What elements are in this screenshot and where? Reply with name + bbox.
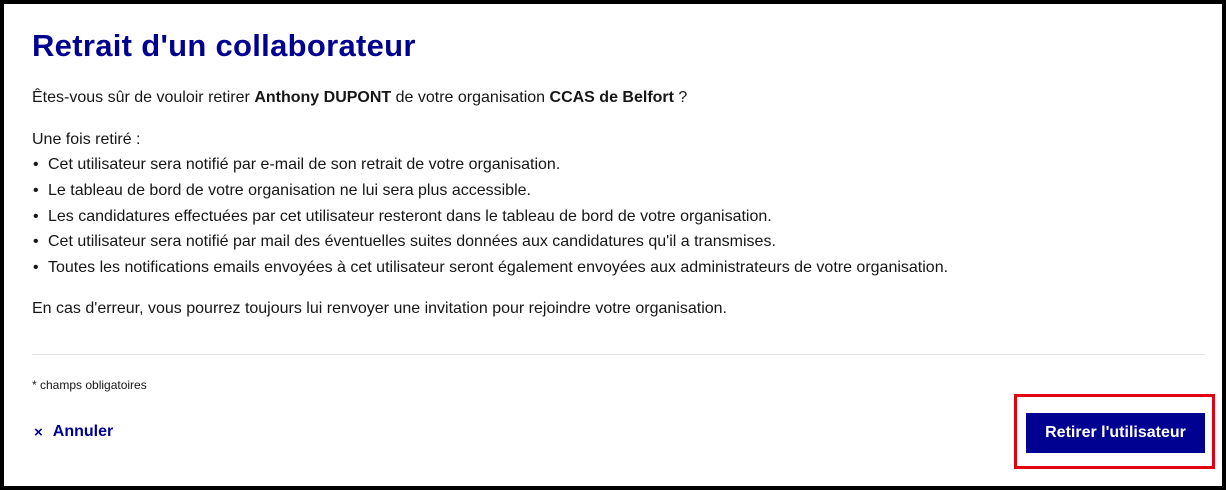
cancel-button[interactable] [34,423,113,441]
list-item-text: Cet utilisateur sera notifié par e-mail de son retrait de votre organisation. [48,156,561,173]
list-item-text: Toutes les notifications emails envoyées à cet utilisateur seront également envoyées aux administrateurs de votre organisation. [48,259,949,277]
cancel-label: Annuler [52,423,114,440]
remove-user-button[interactable]: Retirer l'utilisateur [1026,413,1205,453]
list-item: • Toutes les notifications emails envoyées à cet utilisateur seront également envoyées aux administrateurs de votre organisation. [33,259,949,277]
user-name: Anthony DUPONT [254,89,392,106]
close-icon: × [34,423,43,441]
consequences-intro: Une fois retiré : [32,131,141,148]
divider [32,354,1205,355]
list-item-text: Les candidatures effectuées par cet utilisateur resteront dans le tableau de bord de votre organisation. [48,207,772,225]
modal-title: Retrait d'un collaborateur [32,28,416,63]
consequences-section [32,130,948,281]
list-item: • Le tableau de bord de votre organisation ne lui sera plus accessible. [33,181,531,199]
footer-note: En cas d'erreur, vous pourrez toujours lui renvoyer une invitation pour rejoindre votre organisation. [32,300,727,317]
confirm-suffix: ? [673,89,688,106]
list-item: • Cet utilisateur sera notifié par mail des éventuelles suites données aux candidatures qu'il a transmises. [33,233,776,251]
confirm-message [32,89,687,107]
list-item-text: Cet utilisateur sera notifié par mail des éventuelles suites données aux candidatures qu'il a transmises. [48,233,776,251]
list-item: • Cet utilisateur sera notifié par e-mail de son retrait de votre organisation. [33,156,561,173]
organization-name: CCAS de Belfort [549,89,674,106]
list-item: • Les candidatures effectuées par cet utilisateur resteront dans le tableau de bord de votre organisation. [33,207,772,225]
confirm-middle: de votre organisation [391,89,550,106]
required-fields-note: * champs obligatoires [32,378,147,392]
list-item-text: Le tableau de bord de votre organisation ne lui sera plus accessible. [48,181,531,199]
consequences-list [32,152,948,281]
confirm-prefix: Êtes-vous sûr de vouloir retirer [32,89,255,106]
